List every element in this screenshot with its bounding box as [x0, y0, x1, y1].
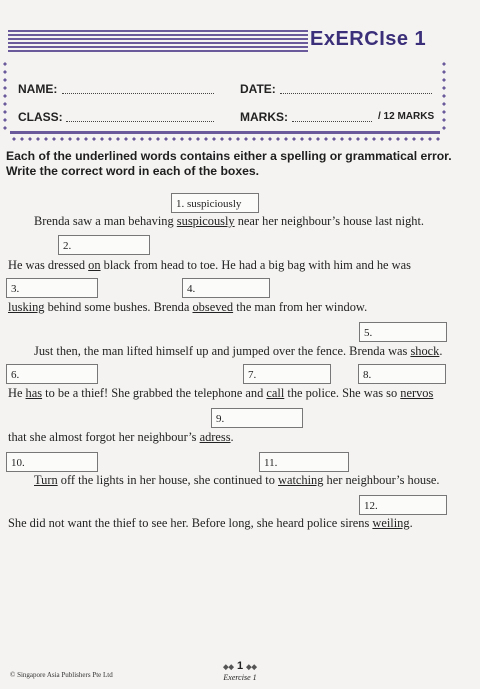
passage-line-5: He has to be a thief! She grabbed the telephone and call the police. She was so nervos [8, 386, 434, 400]
error-word-9: adress [199, 430, 231, 444]
error-word-5: shock [410, 344, 440, 358]
error-word-3: lusking [8, 300, 45, 314]
answer-box-11[interactable]: 11. [259, 452, 349, 472]
ornament-icon: ◆◆ [223, 664, 234, 671]
date-label: DATE: [240, 82, 276, 96]
error-word-1: suspicously [176, 214, 235, 228]
title-word: ExERCIse [310, 28, 409, 50]
answer-box-9[interactable]: 9. [211, 408, 303, 428]
title-number: 1 [414, 28, 427, 50]
answer-box-10[interactable]: 10. [6, 452, 98, 472]
marks-field[interactable] [292, 120, 372, 122]
name-label: NAME: [18, 82, 58, 96]
answer-box-3[interactable]: 3. [6, 278, 98, 298]
info-box-bottom-bar [10, 131, 440, 134]
passage-line-6: that she almost forgot her neighbour’s adress. [8, 430, 234, 444]
error-word-12: weiling [372, 516, 410, 530]
date-field[interactable] [280, 92, 432, 94]
answer-box-6[interactable]: 6. [6, 364, 98, 384]
error-word-11: watching [278, 473, 324, 487]
info-box-right-border [441, 60, 447, 130]
answer-box-12[interactable]: 12. [359, 495, 447, 515]
page-number: ◆◆ 1 ◆◆ [223, 660, 257, 672]
error-word-2: on [88, 258, 101, 272]
passage-line-3: lusking behind some bushes. Brenda obseved the man from her window. [8, 300, 368, 314]
passage-line-7: Turn off the lights in her house, she continued to watching her neighbour’s house. [34, 473, 440, 487]
info-box-left-border [2, 60, 8, 130]
publisher-credit: © Singapore Asia Publishers Pte Ltd [10, 671, 113, 679]
ornament-icon: ◆◆ [246, 664, 257, 671]
error-word-8: nervos [400, 386, 434, 400]
passage-line-1: Brenda saw a man behaving suspicously near her neighbour’s house last night. [34, 214, 424, 228]
answer-box-1[interactable]: 1. suspiciously [171, 193, 259, 213]
marks-total: / 12 MARKS [378, 111, 435, 122]
exercise-title [310, 28, 426, 51]
marks-label: MARKS: [240, 110, 288, 124]
class-label: CLASS: [18, 110, 63, 124]
error-word-10: Turn [34, 473, 58, 487]
error-word-4: obseved [192, 300, 234, 314]
passage-line-8: She did not want the thief to see her. Before long, she heard police sirens weiling. [8, 516, 413, 530]
info-box-dotted-divider [10, 136, 440, 142]
name-field[interactable] [62, 92, 214, 94]
error-word-7: call [266, 386, 285, 400]
class-field[interactable] [66, 120, 214, 122]
answer-box-2[interactable]: 2. [58, 235, 150, 255]
passage-line-2: He was dressed on black from head to toe. He had a big bag with him and he was [8, 258, 411, 272]
answer-box-8[interactable]: 8. [358, 364, 446, 384]
answer-box-4[interactable]: 4. [182, 278, 270, 298]
answer-box-5[interactable]: 5. [359, 322, 447, 342]
passage-line-4: Just then, the man lifted himself up and jumped over the fence. Brenda was shock. [34, 344, 443, 358]
instructions: Each of the underlined words contains either a spelling or grammatical error. Write the correct word in each of the boxes. [6, 149, 452, 178]
error-word-6: has [25, 386, 43, 400]
header-stripes [8, 30, 308, 54]
footer-exercise-label: Exercise 1 [223, 673, 257, 682]
answer-box-7[interactable]: 7. [243, 364, 331, 384]
